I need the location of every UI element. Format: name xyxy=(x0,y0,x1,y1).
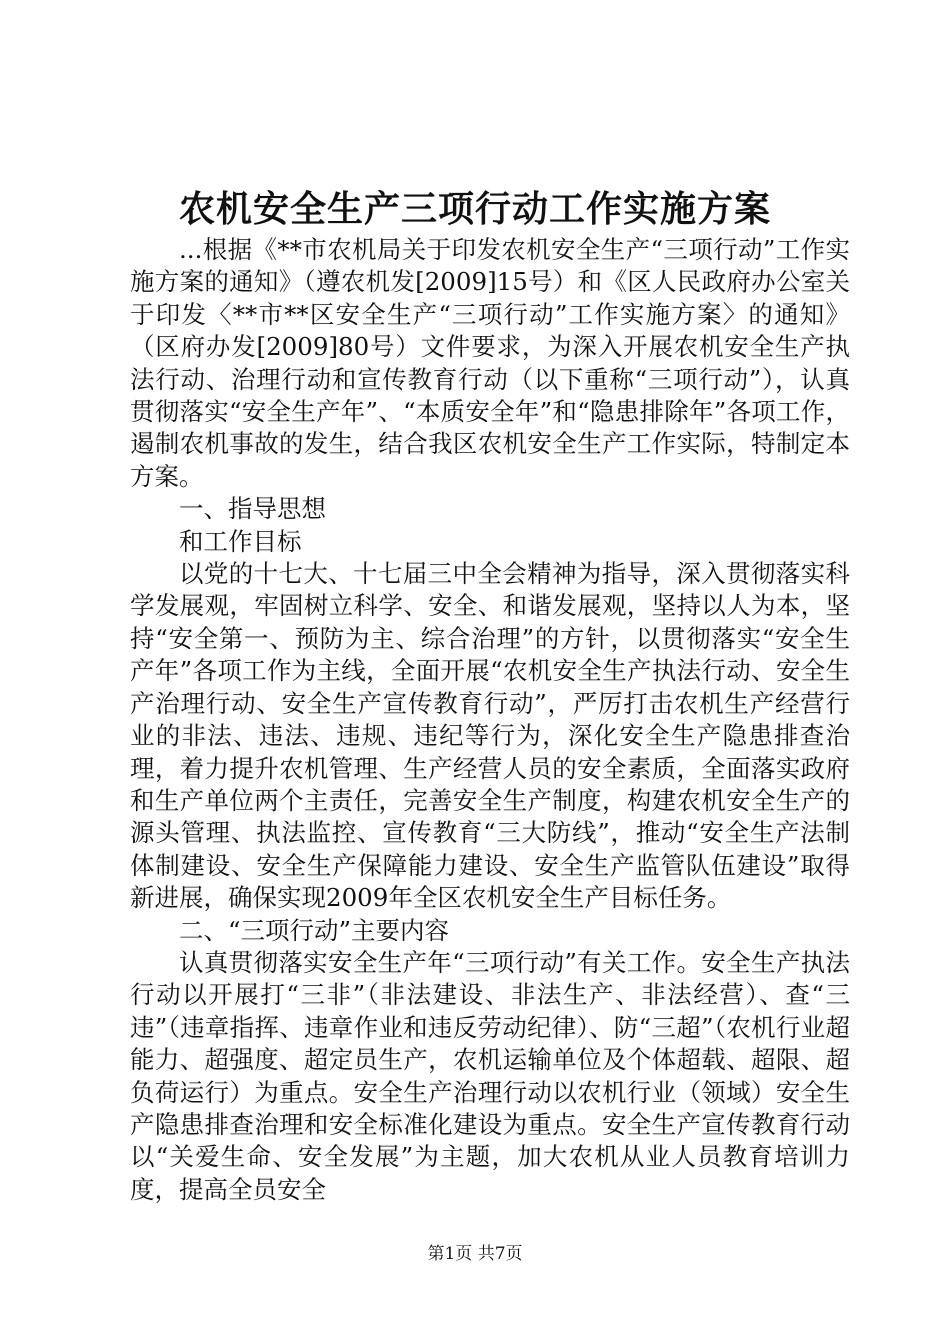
main-content-paragraph: 认真贯彻落实安全生产年“三项行动”有关工作。安全生产执法行动以开展打“三非”（非法建设、非法生产、非法经营）、查“三违”（违章指挥、违章作业和违反劳动纪律）、防“三超”（农机行业超能力、超强度、超定员生产，农机运输单位及个体超载、超限、超负荷运行）为重点。安全生产治理行动以农机行业（领域）安全生产隐患排查治理和安全标准化建设为重点。安全生产宣传教育行动以“关爱生命、安全发展”为主题，加大农机从业人员教育培训力度，提高全员安全 xyxy=(130,947,850,1204)
section-heading-2: 二、“三项行动”主要内容 xyxy=(179,915,450,945)
guiding-principles-paragraph: 以党的十七大、十七届三中全会精神为指导，深入贯彻落实科学发展观，牢固树立科学、安全、和谐发展观，坚持以人为本，坚持“安全第一、预防为主、综合治理”的方针，以贯彻落实“安全生产年”各项工作为主线，全面开展“农机安全生产执法行动、安全生产治理行动、安全生产宣传教育行动”，严厉打击农机生产经营行业的非法、违法、违规、违纪等行为，深化安全生产隐患排查治理，着力提升农机管理、生产经营人员的安全素质，全面落实政府和生产单位两个主责任，完善安全生产制度，构建农机安全生产的源头管理、执法监控、宣传教育“三大防线”，推动“安全生产法制体制建设、安全生产保障能力建设、安全生产监管队伍建设”取得新进展，确保实现2009年全区农机安全生产目标任务。 xyxy=(130,559,850,913)
section-heading-1: 一、指导思想 xyxy=(179,494,326,524)
page-footer: 第1页 共7页 xyxy=(427,1244,523,1264)
document-body xyxy=(130,234,850,1206)
intro-paragraph: ...根据《**市农机局关于印发农机安全生产“三项行动”工作实施方案的通知》（遵农机发[2009]15号）和《区人民政府办公室关于印发〈**市**区安全生产“三项行动”工作实施方案〉的通知》（区府办发[2009]80号）文件要求，为深入开展农机安全生产执法行动、治理行动和宣传教育行动（以下重称“三项行动”），认真贯彻落实“安全生产年”、“本质安全年”和“隐患排除年”各项工作，遏制农机事故的发生，结合我区农机安全生产工作实际，特制定本方案。 xyxy=(130,235,850,491)
section-heading-1-continued: 和工作目标 xyxy=(179,526,302,556)
document-title: 农机安全生产三项行动工作实施方案 xyxy=(178,188,771,230)
